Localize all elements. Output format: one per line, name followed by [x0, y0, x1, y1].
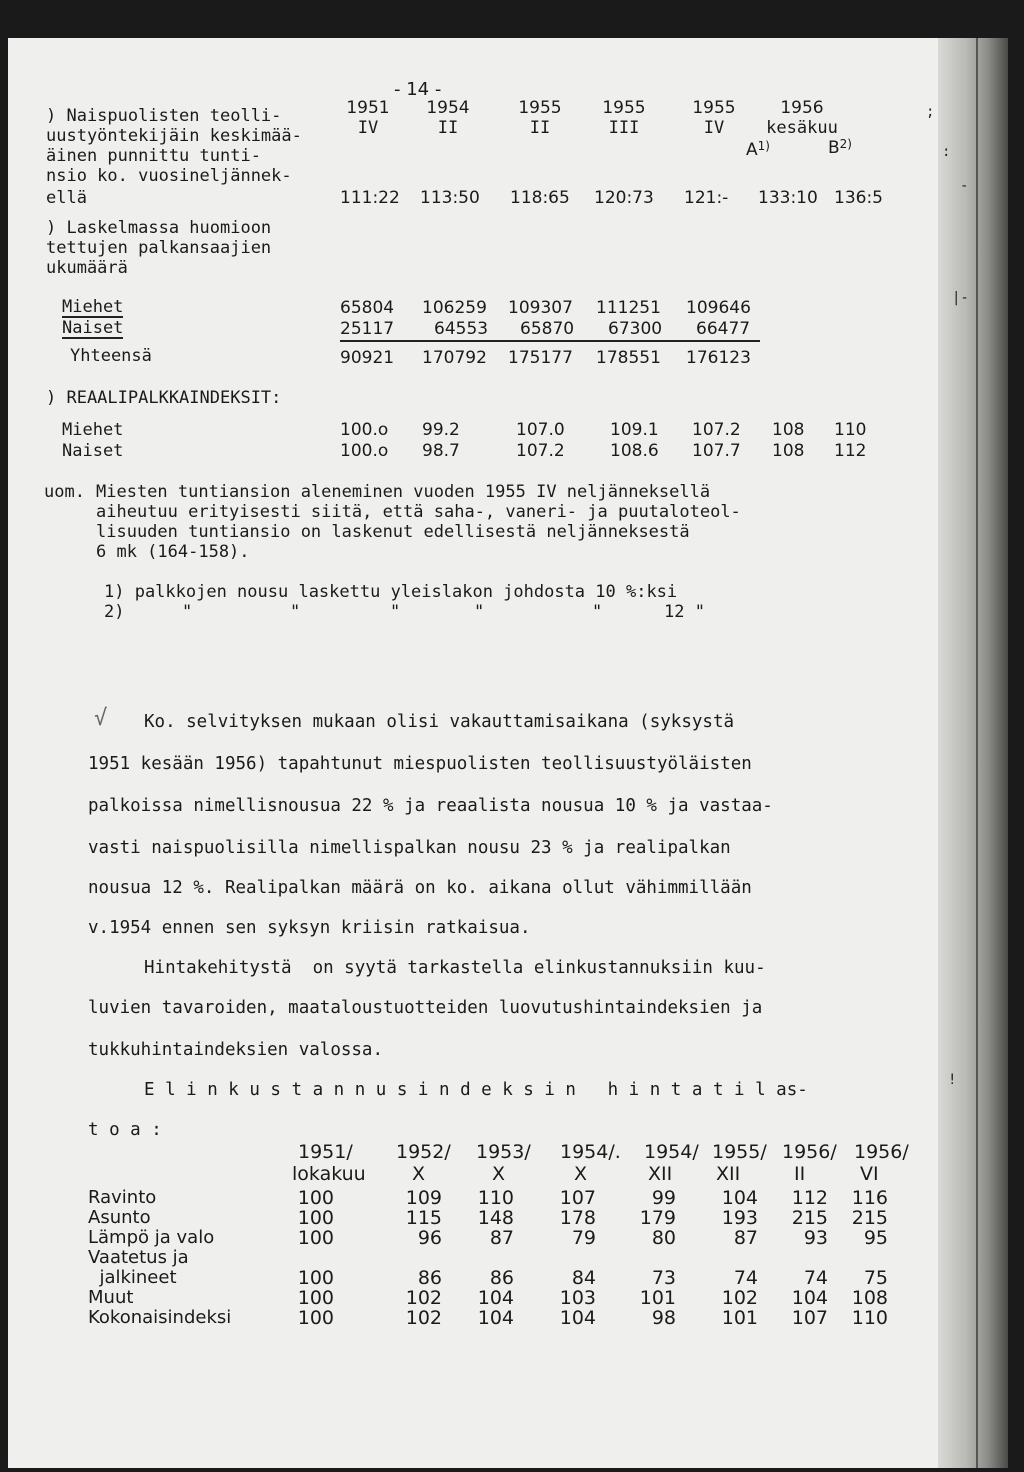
index-cell: 179 [639, 1207, 676, 1229]
men-label: Miehet [62, 297, 124, 317]
index-cell: 215 [791, 1207, 828, 1229]
women-label: Naiset [62, 318, 124, 338]
index-cell: 101 [721, 1307, 758, 1329]
index-cell: 100 [297, 1227, 334, 1249]
index-cell: 100 [297, 1307, 334, 1329]
book-binding-edge [938, 38, 1008, 1468]
index-cell: 110 [851, 1307, 888, 1329]
index-cell: 84 [571, 1267, 596, 1289]
index-cell: 112 [791, 1187, 828, 1209]
row-label: jalkineet [88, 1267, 177, 1288]
row-label: Lämpö ja valo [88, 1227, 215, 1248]
row-label: Ravinto [88, 1187, 157, 1208]
real-women-label: Naiset [62, 441, 124, 461]
real-men-label: Miehet [62, 420, 124, 440]
index-cell: 104 [791, 1287, 828, 1309]
index-cell: 116 [851, 1187, 888, 1209]
index-cell: 99 [651, 1187, 676, 1209]
index-cell: 178 [559, 1207, 596, 1229]
index-cell: 86 [417, 1267, 442, 1289]
col-a-label: $A^{1)}$ [746, 139, 770, 160]
index-cell: 193 [721, 1207, 758, 1229]
index-cell: 104 [721, 1187, 758, 1209]
index-cell: 110 [477, 1187, 514, 1209]
margin-mark: : [942, 144, 951, 160]
total-label: Yhteensä [70, 346, 152, 366]
pencil-check-mark: √ [94, 706, 108, 731]
index-cell: 98 [651, 1307, 676, 1329]
index-cell: 108 [851, 1287, 888, 1309]
index-cell: 80 [651, 1227, 676, 1249]
index-cell: 95 [863, 1227, 888, 1249]
real-wage-index-heading: ) REAALIPALKKAINDEKSIT: [46, 388, 282, 408]
index-cell: 104 [559, 1307, 596, 1329]
row-label: Muut [88, 1287, 134, 1308]
index-cell: 107 [559, 1187, 596, 1209]
index-title-cont: t o a : [88, 1120, 162, 1140]
index-cell: 73 [651, 1267, 676, 1289]
index-cell: 102 [405, 1287, 442, 1309]
row-label: Asunto [88, 1207, 151, 1228]
margin-mark: ; [926, 104, 935, 120]
index-cell: 101 [639, 1287, 676, 1309]
footnote-1: 1) palkkojen nousu laskettu yleislakon johdosta 10 %:ksi [104, 582, 678, 602]
index-cell: 104 [477, 1287, 514, 1309]
index-cell: 93 [803, 1227, 828, 1249]
scanned-page: - 14 - ) Naispuolisten teolli- uustyöntekijäin keskimää- äinen punnittu tunti- nsio ko. vuosineljännek- ellä 1951 1954 1955 1955 1955 1956 IV II II III IV kesäkuu $A^{1)}$ $B^{2)}$ 111:22 113:50 118:65 120:73 121:- 133:10 136:5 ) Laskelmassa huomioon tettujen palkansaajien ukumäärä Miehet Naiset Yhteensä 65804 106259 109307 111251 109646 25117 64553 65870 67300 66477 90921 170792 175177 178551 176123 ) REAALIPALKKAINDEKSIT: Miehet Naiset 100.o 99.2 107.0 109.1 107.2 108 110 100.o 98.7 107.2 108.6 107.7 108 112 uom. Miesten tuntiansion aleneminen vuoden 1955 IV neljänneksellä aiheutuu erityisesti siitä, että saha-, vaneri- ja puutaloteol- lisuuden tuntiansio on laskenut edellisestä neljänneksestä 6 mk (164-158). 1) palkkojen nousu laskettu yleislakon johdosta 10 %:ksi 2) " " " " " 12 " √ Ko. selvityksen mukaan olisi vakauttamisaikana (syksystä 1951 kesään 1956) tapahtunut miespuolisten teollisuustyöläisten palkoissa nimellisnousua 22 % ja reaalista nousua 10 % ja vastaa- vasti naispuolisilla nimellispalkan nousu 23 % ja realipalkan nousua 12 %. Realipalkan määrä on ko. aikana ollut vähimmillään v.1954 ennen sen syksyn kriisin ratkaisua. Hintakehitystä on syytä tarkastella elinkustannuksiin kuu- luvien tavaroiden, maataloustuotteiden luovutushintaindeksien ja tukkuhintaindeksien valossa. E l i n k u s t a n n u s i n d e k s i n h i n t a t i l as- t o a : 1951/ 1952/ 1953/ 1954/. 1954/ 1955/ 1956/ 1956/ lokakuu X X X XII XII II VI Ravinto 100 109 110 107 99 104 112 116 Asunto 100 115 148 178 179 193 215 215 Lämpö ja valo 100 96 87 79 80 87 93 95 Vaatetus ja jalkineet 100 86 86 84 73 74 74 75 Muut 100 102 104 103 101 102 104 108 Kokonaisindeksi 100 102 104 104 98 101 107 110 ; : - |- ! [8, 38, 1008, 1468]
col-b-label: $B^{2)}$ [828, 137, 852, 158]
index-cell: 100 [297, 1267, 334, 1289]
margin-mark: ! [948, 1072, 957, 1088]
row-label: Kokonaisindeksi [88, 1307, 232, 1328]
margin-mark: |- [952, 290, 969, 306]
index-cell: 109 [405, 1187, 442, 1209]
row-label: Vaatetus ja [88, 1247, 189, 1268]
sum-rule [340, 340, 760, 342]
index-cell: 115 [405, 1207, 442, 1229]
index-cell: 104 [477, 1307, 514, 1329]
index-cell: 74 [803, 1267, 828, 1289]
margin-mark: - [960, 178, 969, 194]
index-cell: 102 [721, 1287, 758, 1309]
index-cell: 79 [571, 1227, 596, 1249]
index-cell: 87 [733, 1227, 758, 1249]
index-cell: 215 [851, 1207, 888, 1229]
index-cell: 74 [733, 1267, 758, 1289]
index-title: E l i n k u s t a n n u s i n d e k s i n h i n t a t i l as- [144, 1080, 808, 1100]
index-cell: 148 [477, 1207, 514, 1229]
index-cell: 87 [489, 1227, 514, 1249]
index-cell: 100 [297, 1207, 334, 1229]
index-cell: 103 [559, 1287, 596, 1309]
note-prefix: uom. [44, 482, 85, 502]
page-number: - 14 - [394, 79, 442, 100]
index-cell: 107 [791, 1307, 828, 1329]
index-cell: 100 [297, 1287, 334, 1309]
index-cell: 102 [405, 1307, 442, 1329]
index-cell: 96 [417, 1227, 442, 1249]
index-cell: 100 [297, 1187, 334, 1209]
index-cell: 86 [489, 1267, 514, 1289]
index-cell: 75 [863, 1267, 888, 1289]
